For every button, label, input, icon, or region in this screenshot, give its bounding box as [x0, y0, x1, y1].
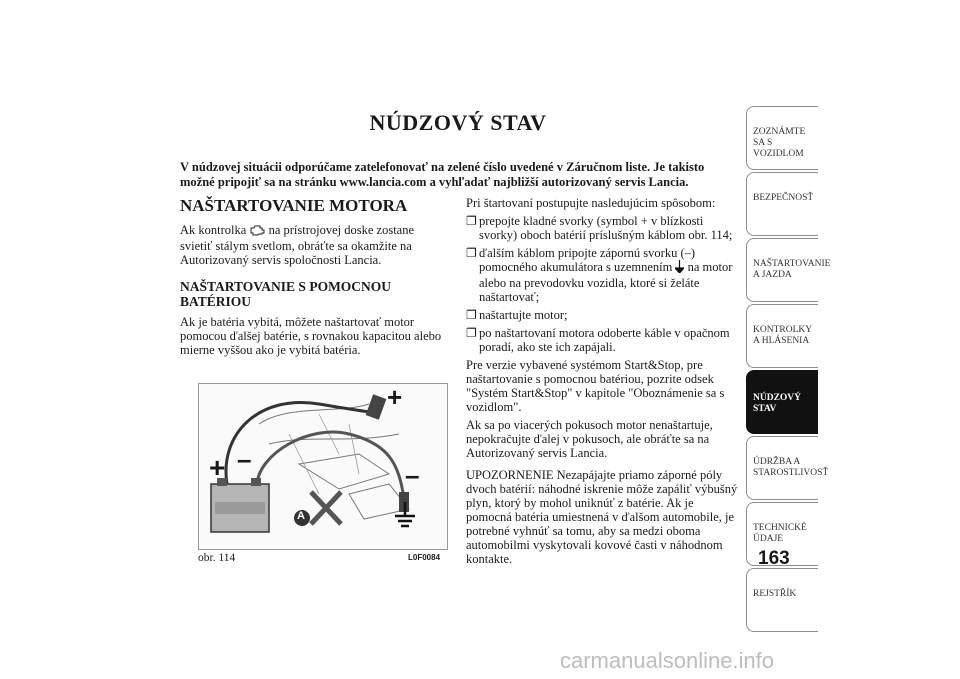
clamp-minus-sign: –: [405, 460, 420, 490]
list-item-text: ďalším káblom pripojte zápornú svorku (–) pomocného akumulátora s uzemnením: [479, 246, 696, 274]
tab-udrzba-a-starostlivost[interactable]: ÚDRŽBA A STAROSTLIVOSŤ: [746, 436, 818, 500]
ground-symbol-icon: [675, 260, 684, 276]
list-item-text: po naštartovaní motora odoberte káble v opačnom poradí, ako ste ich zapájali.: [479, 326, 730, 354]
list-item: [466, 308, 738, 322]
left-column: [180, 196, 448, 361]
engine-warning-paragraph: [180, 223, 448, 267]
intro-paragraph: V núdzovej situácii odporúčame zatelefonovať na zelené číslo uvedené v Záručnom liste. Je takisto možné pripojiť sa na stránku www.lancia.com a vyhľadať najbližší autorizovaný servis Lancia.: [180, 160, 705, 189]
figure-caption: obr. 114: [198, 552, 236, 564]
page-title: NÚDZOVÝ STAV: [369, 110, 547, 135]
figure-code: L0F0084: [408, 553, 441, 562]
list-item: [466, 214, 738, 242]
tab-technicke-udaje[interactable]: TECHNICKÉ ÚDAJE: [746, 502, 818, 566]
list-item-text: prepojte kladné svorky (symbol + v blízkosti svorky) oboch batérií príslušným káblom obr. 114;: [479, 214, 733, 242]
subsection-heading: NAŠTARTOVANIE S POMOCNOU BATÉRIOU: [180, 279, 392, 309]
list-item-text: na motor alebo na prevodovku vozidla, ktoré si želáte naštartovať;: [479, 260, 733, 304]
retry-paragraph: Ak sa po viacerých pokusoch motor nenaštartuje, nepokračujte ďalej v pokusoch, ale obráťte sa na Autorizovaný servis Lancia.: [466, 418, 713, 460]
clamp-plus-sign: +: [387, 383, 403, 412]
battery-minus-sign: –: [237, 444, 252, 474]
right-column: [466, 196, 738, 570]
jump-start-illustration: [198, 383, 448, 550]
start-stop-paragraph: Pre verzie vybavené systémom Start&Stop, pre naštartovanie s pomocnou batériou, pozrite odsek "Systém Start&Stop" v kapitole "Oboznámenie sa s vozidlom".: [466, 358, 725, 414]
list-item: [466, 326, 738, 354]
checkbox-bullet-icon: ❐: [466, 246, 477, 260]
tab-nastartovanie-a-jazda[interactable]: NAŠTARTOVANIE A JAZDA: [746, 238, 818, 302]
checkbox-bullet-icon: ❐: [466, 214, 477, 228]
procedure-intro: Pri štartovaní postupujte nasledujúcim spôsobom:: [466, 196, 716, 210]
aux-battery-paragraph: Ak je batéria vybitá, môžete naštartovať motor pomocou ďalšej batérie, s rovnakou kapacitou alebo mierne vyššou ako je vybitá batéria.: [180, 315, 442, 357]
section-heading: NAŠTARTOVANIE MOTORA: [180, 196, 408, 215]
battery-plus-sign: +: [209, 452, 226, 483]
checkbox-bullet-icon: ❐: [466, 326, 477, 340]
figure-label-a: A: [297, 510, 305, 522]
paragraph-text-start: Ak kontrolka: [180, 223, 247, 237]
page-number: 163: [758, 548, 790, 569]
warning-paragraph: UPOZORNENIE Nezapájajte priamo záporné póly dvoch batérií: náhodné iskrenie môže zapáliť výbušný plyn, ktorý by mohol uniknúť z batérie. Ak je pomocná batéria umiestnená v ďalšom automobile, je potrebné vyhnúť sa tomu, aby sa medzi oboma automobilmi vyskytovali kovové časti v náhodnom kontakte.: [466, 468, 738, 566]
tab-rejstrik[interactable]: REJSTŘÍK: [746, 568, 818, 632]
checkbox-bullet-icon: ❐: [466, 308, 477, 322]
tab-bezpecnost[interactable]: BEZPEČNOSŤ: [746, 172, 818, 236]
paragraph-text-end: na prístrojovej doske zostane svietiť stálym svetlom, obráťte sa okamžite na Autorizovaný servis spoločnosti Lancia.: [180, 223, 415, 267]
list-item: [466, 246, 738, 304]
engine-warning-light-icon: [249, 224, 265, 239]
watermark: carmanualsonline.info: [560, 648, 775, 673]
tab-nudzovy-stav[interactable]: NÚDZOVÝ STAV: [746, 370, 818, 434]
tab-zoznamte-sa-s-vozidlom[interactable]: ZOZNÁMTE SA S VOZIDLOM: [746, 106, 818, 170]
tab-kontrolky-a-hlasenia[interactable]: KONTROLKY A HLÁSENIA: [746, 304, 818, 368]
list-item-text: naštartujte motor;: [479, 308, 568, 322]
